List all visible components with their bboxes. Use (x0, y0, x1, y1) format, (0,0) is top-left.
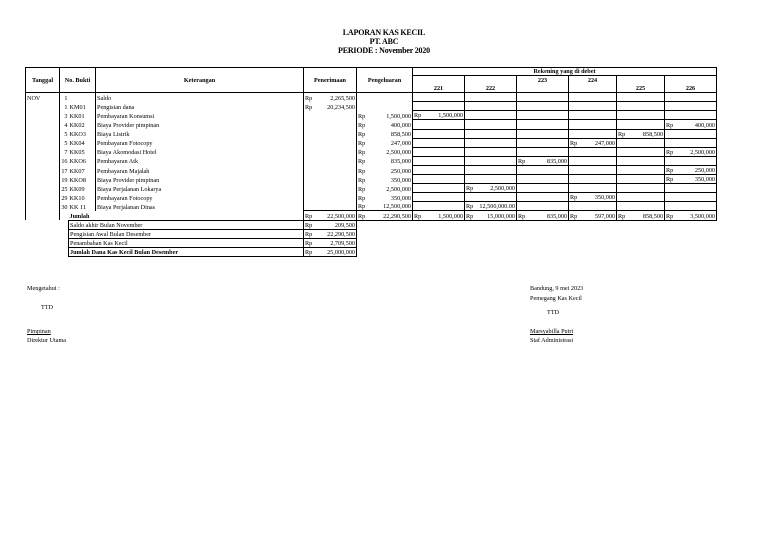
summary-label: Pengisian Awal Bulan Desember (69, 229, 304, 238)
amount-value: 247,000 (390, 140, 411, 148)
petty-cash-table (25, 67, 717, 257)
row-acct-226 (665, 111, 717, 120)
row-day: 19 (60, 175, 69, 184)
row-acct-222 (465, 93, 517, 102)
row-acct-223 (517, 102, 569, 111)
row-month: NOV (26, 93, 60, 102)
row-acct-225 (617, 165, 665, 174)
currency-label: Rp (466, 203, 474, 211)
row-acct-222 (465, 175, 517, 184)
currency-label: Rp (358, 176, 366, 184)
row-month (26, 102, 60, 111)
amount-value: 22,500,000 (327, 212, 355, 220)
row-pengeluaran (357, 129, 413, 138)
currency-label: Rp (570, 194, 578, 202)
row-bukti (69, 93, 96, 102)
currency-label: Rp (305, 221, 313, 229)
currency-label: Rp (666, 212, 674, 220)
summary-spacer (26, 247, 60, 256)
summary-spacer (60, 220, 69, 229)
row-acct-224 (569, 111, 617, 120)
amount-value: 2,500,000 (690, 148, 715, 156)
row-acct-222 (465, 138, 517, 147)
amount-value: 3,500,000 (690, 212, 715, 220)
amount-value: 250,000 (694, 167, 715, 175)
summary-spacer (60, 247, 69, 256)
row-acct-226 (665, 147, 717, 156)
amount-value: 22,290,500 (383, 212, 411, 220)
row-acct-223 (517, 202, 569, 211)
row-penerimaan (304, 202, 357, 211)
total-pengeluaran (357, 211, 413, 220)
row-acct-224 (569, 202, 617, 211)
row-acct-221 (413, 156, 465, 165)
row-keterangan: Biaya Perjalanan Dinas (96, 202, 304, 211)
row-bukti: KK04 (69, 138, 96, 147)
summary-row (26, 247, 717, 256)
row-keterangan: Biaya Provider pimpinan (96, 120, 304, 129)
row-keterangan: Pembayaran Fotocopy (96, 138, 304, 147)
row-day: 5 (60, 138, 69, 147)
row-keterangan: Pembayaran Majalah (96, 165, 304, 174)
total-penerimaan (304, 211, 357, 220)
row-penerimaan (304, 147, 357, 156)
row-keterangan: Pengisian dana (96, 102, 304, 111)
currency-label: Rp (305, 239, 313, 247)
amount-value: 858,500 (642, 212, 663, 220)
row-keterangan: Biaya Perjalanan Lokarya (96, 184, 304, 193)
currency-label: Rp (466, 185, 474, 193)
col-acct-225: 225 (617, 84, 665, 93)
row-acct-223 (517, 111, 569, 120)
row-acct-225 (617, 156, 665, 165)
amount-value: 835,000 (546, 212, 567, 220)
currency-label: Rp (358, 158, 366, 166)
sign-right-holder: Pemegang Kas Kecil (530, 295, 582, 302)
amount-value: 12,500,000.00 (479, 203, 515, 211)
row-acct-223 (517, 129, 569, 138)
amount-value: 350,000 (390, 176, 411, 184)
row-month (26, 120, 60, 129)
currency-label: Rp (358, 112, 366, 120)
row-pengeluaran (357, 184, 413, 193)
total-spacer (60, 211, 69, 220)
amount-value: 858,500 (642, 130, 663, 138)
amount-value: 597,000 (594, 212, 615, 220)
row-penerimaan (304, 93, 357, 102)
row-day: 1 (60, 102, 69, 111)
row-month (26, 138, 60, 147)
row-bukti: KKO6 (69, 156, 96, 165)
row-acct-223 (517, 165, 569, 174)
amount-value: 858,500 (390, 131, 411, 139)
row-acct-223 (517, 93, 569, 102)
summary-value (304, 238, 357, 247)
row-acct-221 (413, 202, 465, 211)
row-acct-225 (617, 129, 665, 138)
row-month (26, 129, 60, 138)
summary-value (304, 220, 357, 229)
currency-label: Rp (414, 112, 422, 120)
sign-right-name: Marsyabilla Putri (530, 328, 574, 335)
amount-value: 250,000 (390, 167, 411, 175)
report-title: LAPORAN KAS KECIL (342, 28, 426, 37)
row-penerimaan (304, 111, 357, 120)
summary-spacer (60, 238, 69, 247)
total-acct-225 (617, 211, 665, 220)
currency-label: Rp (414, 212, 422, 220)
row-acct-225 (617, 111, 665, 120)
amount-value: 12,500,000 (383, 203, 411, 211)
currency-label: Rp (570, 139, 578, 147)
row-penerimaan (304, 165, 357, 174)
row-acct-222 (465, 202, 517, 211)
currency-label: Rp (305, 212, 313, 220)
currency-label: Rp (358, 185, 366, 193)
row-acct-224 (569, 102, 617, 111)
col-acct-223: 223 (517, 76, 569, 85)
row-acct-226 (665, 156, 717, 165)
currency-label: Rp (358, 194, 366, 202)
summary-value (304, 229, 357, 238)
row-acct-225 (617, 120, 665, 129)
row-acct-226 (665, 202, 717, 211)
row-acct-223 (517, 184, 569, 193)
row-acct-225 (617, 102, 665, 111)
row-pengeluaran (357, 93, 413, 102)
amount-value: 1,500,000 (386, 112, 411, 120)
row-day: 1 (60, 93, 69, 102)
summary-row (26, 238, 717, 247)
row-acct-221 (413, 102, 465, 111)
amount-value: 1,500,000 (438, 212, 463, 220)
col-acct-224: 224 (569, 76, 617, 85)
summary-label: Saldo akhir Bulan November (69, 220, 304, 229)
table-row (26, 111, 717, 120)
currency-label: Rp (518, 157, 526, 165)
row-day: 3 (60, 111, 69, 120)
currency-label: Rp (305, 248, 313, 256)
table-row (26, 93, 717, 102)
row-acct-222 (465, 147, 517, 156)
currency-label: Rp (666, 167, 674, 175)
sign-left-name: Pimpinan (27, 328, 51, 335)
amount-value: 350,000 (694, 176, 715, 184)
row-acct-226 (665, 102, 717, 111)
total-row (26, 211, 717, 220)
row-acct-224 (569, 175, 617, 184)
row-day: 30 (60, 202, 69, 211)
row-pengeluaran (357, 165, 413, 174)
total-month-cell (26, 211, 60, 220)
amount-value: 835,000 (390, 158, 411, 166)
currency-label: Rp (358, 203, 366, 211)
row-acct-223 (517, 156, 569, 165)
amount-value: 1,500,000 (438, 112, 463, 120)
summary-spacer (26, 229, 60, 238)
row-day: 29 (60, 193, 69, 202)
row-acct-221 (413, 120, 465, 129)
table-row (26, 165, 717, 174)
report-period: PERIODE : November 2020 (338, 46, 430, 55)
row-acct-226 (665, 138, 717, 147)
amount-value: 2,500,000 (386, 185, 411, 193)
currency-label: Rp (305, 230, 313, 238)
amount-value: 350,000 (390, 194, 411, 202)
row-keterangan: Biaya Akomodasi Hotel (96, 147, 304, 156)
row-acct-221 (413, 175, 465, 184)
amount-value: 2,709,500 (330, 239, 355, 247)
row-acct-226 (665, 129, 717, 138)
row-month (26, 184, 60, 193)
currency-label: Rp (518, 212, 526, 220)
currency-label: Rp (358, 140, 366, 148)
row-bukti: KKO8 (69, 175, 96, 184)
summary-value (304, 247, 357, 256)
row-keterangan: Saldo (96, 93, 304, 102)
table-row (26, 184, 717, 193)
currency-label: Rp (570, 212, 578, 220)
row-acct-221 (413, 129, 465, 138)
row-month (26, 193, 60, 202)
row-month (26, 165, 60, 174)
table-row (26, 102, 717, 111)
amount-value: 25,000,000 (327, 248, 355, 256)
row-month (26, 202, 60, 211)
row-acct-223 (517, 193, 569, 202)
amount-value: 20,234,500 (327, 103, 355, 111)
row-acct-221 (413, 138, 465, 147)
amount-value: 209,500 (334, 221, 355, 229)
row-acct-222 (465, 165, 517, 174)
row-pengeluaran (357, 147, 413, 156)
row-bukti: KK10 (69, 193, 96, 202)
currency-label: Rp (358, 167, 366, 175)
row-acct-222 (465, 184, 517, 193)
row-penerimaan (304, 175, 357, 184)
row-pengeluaran (357, 156, 413, 165)
row-pengeluaran (357, 175, 413, 184)
row-keterangan: Pembayaran Atk (96, 156, 304, 165)
row-bukti: KK02 (69, 120, 96, 129)
row-penerimaan (304, 156, 357, 165)
total-acct-223 (517, 211, 569, 220)
row-bukti: KK 11 (69, 202, 96, 211)
col-keterangan: Keterangan (96, 68, 304, 93)
summary-spacer (26, 220, 60, 229)
row-acct-225 (617, 138, 665, 147)
col-acct-222: 222 (465, 84, 517, 93)
total-label: Jumlah (69, 211, 304, 220)
amount-value: 400,000 (390, 122, 411, 130)
sign-left-role: Direktur Utama (27, 337, 67, 344)
summary-label: Penambahan Kas Kecil (69, 238, 304, 247)
amount-value: 835,000 (546, 157, 567, 165)
col-tanggal: Tanggal (26, 68, 60, 93)
currency-label: Rp (305, 103, 313, 111)
total-acct-221 (413, 211, 465, 220)
sign-left-ttd: TTD (41, 304, 54, 311)
row-keterangan: Pembayaran Fotocopy (96, 193, 304, 202)
row-acct-222 (465, 102, 517, 111)
summary-spacer (60, 229, 69, 238)
col-acct-221: 221 (413, 84, 465, 93)
amount-value: 15,000,000 (487, 212, 515, 220)
row-acct-222 (465, 120, 517, 129)
row-day: 5 (60, 129, 69, 138)
row-acct-226 (665, 165, 717, 174)
row-month (26, 156, 60, 165)
table-row (26, 147, 717, 156)
row-acct-222 (465, 129, 517, 138)
currency-label: Rp (358, 131, 366, 139)
total-acct-222 (465, 211, 517, 220)
currency-label: Rp (358, 122, 366, 130)
row-acct-222 (465, 111, 517, 120)
row-keterangan: Biaya Provider pimpinan (96, 175, 304, 184)
currency-label: Rp (466, 212, 474, 220)
currency-label: Rp (666, 121, 674, 129)
currency-label: Rp (618, 212, 626, 220)
row-acct-221 (413, 165, 465, 174)
row-acct-224 (569, 129, 617, 138)
row-acct-224 (569, 184, 617, 193)
total-acct-224 (569, 211, 617, 220)
amount-value: 22,290,500 (327, 230, 355, 238)
row-acct-221 (413, 184, 465, 193)
sign-right-place-date: Bandung, 9 mei 2023 (530, 285, 584, 292)
row-day: 16 (60, 156, 69, 165)
row-acct-226 (665, 93, 717, 102)
row-penerimaan (304, 193, 357, 202)
row-acct-224 (569, 193, 617, 202)
currency-label: Rp (358, 149, 366, 157)
row-acct-224 (569, 120, 617, 129)
row-acct-223 (517, 138, 569, 147)
currency-label: Rp (358, 212, 366, 220)
summary-spacer (26, 238, 60, 247)
row-penerimaan (304, 120, 357, 129)
row-day: 25 (60, 184, 69, 193)
sign-left-intro: Mengetahui : (27, 285, 60, 292)
row-acct-226 (665, 184, 717, 193)
row-acct-223 (517, 175, 569, 184)
row-acct-226 (665, 193, 717, 202)
summary-row (26, 229, 717, 238)
row-acct-225 (617, 93, 665, 102)
row-pengeluaran (357, 193, 413, 202)
company-name: PT. ABC (369, 37, 399, 46)
col-pengeluaran: Pengeluaran (357, 68, 413, 93)
sign-right-role: Staf Administrasi (530, 337, 574, 344)
table-row (26, 156, 717, 165)
col-acct-226: 226 (665, 84, 717, 93)
row-acct-223 (517, 147, 569, 156)
row-acct-225 (617, 184, 665, 193)
col-rekening: Rekening yang di debet (413, 68, 717, 76)
row-acct-224 (569, 93, 617, 102)
amount-value: 2,500,000 (386, 149, 411, 157)
row-acct-225 (617, 193, 665, 202)
row-acct-224 (569, 156, 617, 165)
row-acct-222 (465, 156, 517, 165)
row-acct-226 (665, 120, 717, 129)
amount-value: 2,265,500 (330, 94, 355, 102)
row-acct-224 (569, 138, 617, 147)
row-bukti: KK01 (69, 111, 96, 120)
row-pengeluaran (357, 202, 413, 211)
table-row (26, 138, 717, 147)
row-keterangan: Pembayaran Konsumsi (96, 111, 304, 120)
row-acct-225 (617, 202, 665, 211)
amount-value: 400,000 (694, 121, 715, 129)
row-acct-224 (569, 165, 617, 174)
table-row (26, 175, 717, 184)
total-acct-226 (665, 211, 717, 220)
row-penerimaan (304, 129, 357, 138)
row-acct-225 (617, 147, 665, 156)
row-acct-221 (413, 111, 465, 120)
row-pengeluaran (357, 138, 413, 147)
row-pengeluaran (357, 102, 413, 111)
table-row (26, 202, 717, 211)
amount-value: 247,000 (594, 139, 615, 147)
row-penerimaan (304, 184, 357, 193)
row-penerimaan (304, 102, 357, 111)
table-row (26, 129, 717, 138)
row-acct-223 (517, 120, 569, 129)
row-bukti: KK07 (69, 165, 96, 174)
table-row (26, 193, 717, 202)
summary-label: Jumlah Dana Kas Kecil Bulan Desember (69, 247, 304, 256)
col-penerimaan: Penerimaan (304, 68, 357, 93)
row-acct-224 (569, 147, 617, 156)
summary-row (26, 220, 717, 229)
currency-label: Rp (666, 148, 674, 156)
row-month (26, 111, 60, 120)
row-acct-221 (413, 147, 465, 156)
row-bukti: KK05 (69, 147, 96, 156)
row-day: 17 (60, 165, 69, 174)
sign-right-ttd: TTD (547, 309, 560, 316)
row-acct-226 (665, 175, 717, 184)
row-month (26, 147, 60, 156)
row-keterangan: Biaya Listrik (96, 129, 304, 138)
row-acct-221 (413, 93, 465, 102)
currency-label: Rp (305, 94, 313, 102)
row-bukti: KK09 (69, 184, 96, 193)
row-acct-221 (413, 193, 465, 202)
row-acct-225 (617, 175, 665, 184)
row-day: 7 (60, 147, 69, 156)
row-pengeluaran (357, 120, 413, 129)
amount-value: 350,000 (594, 194, 615, 202)
currency-label: Rp (666, 176, 674, 184)
row-month (26, 175, 60, 184)
amount-value: 2,500,000 (490, 185, 515, 193)
row-pengeluaran (357, 111, 413, 120)
table-row (26, 120, 717, 129)
row-penerimaan (304, 138, 357, 147)
row-bukti: KKO3 (69, 129, 96, 138)
currency-label: Rp (618, 130, 626, 138)
row-day: 4 (60, 120, 69, 129)
row-bukti: KM01 (69, 102, 96, 111)
row-acct-222 (465, 193, 517, 202)
col-no-bukti: No. Bukti (60, 68, 96, 93)
